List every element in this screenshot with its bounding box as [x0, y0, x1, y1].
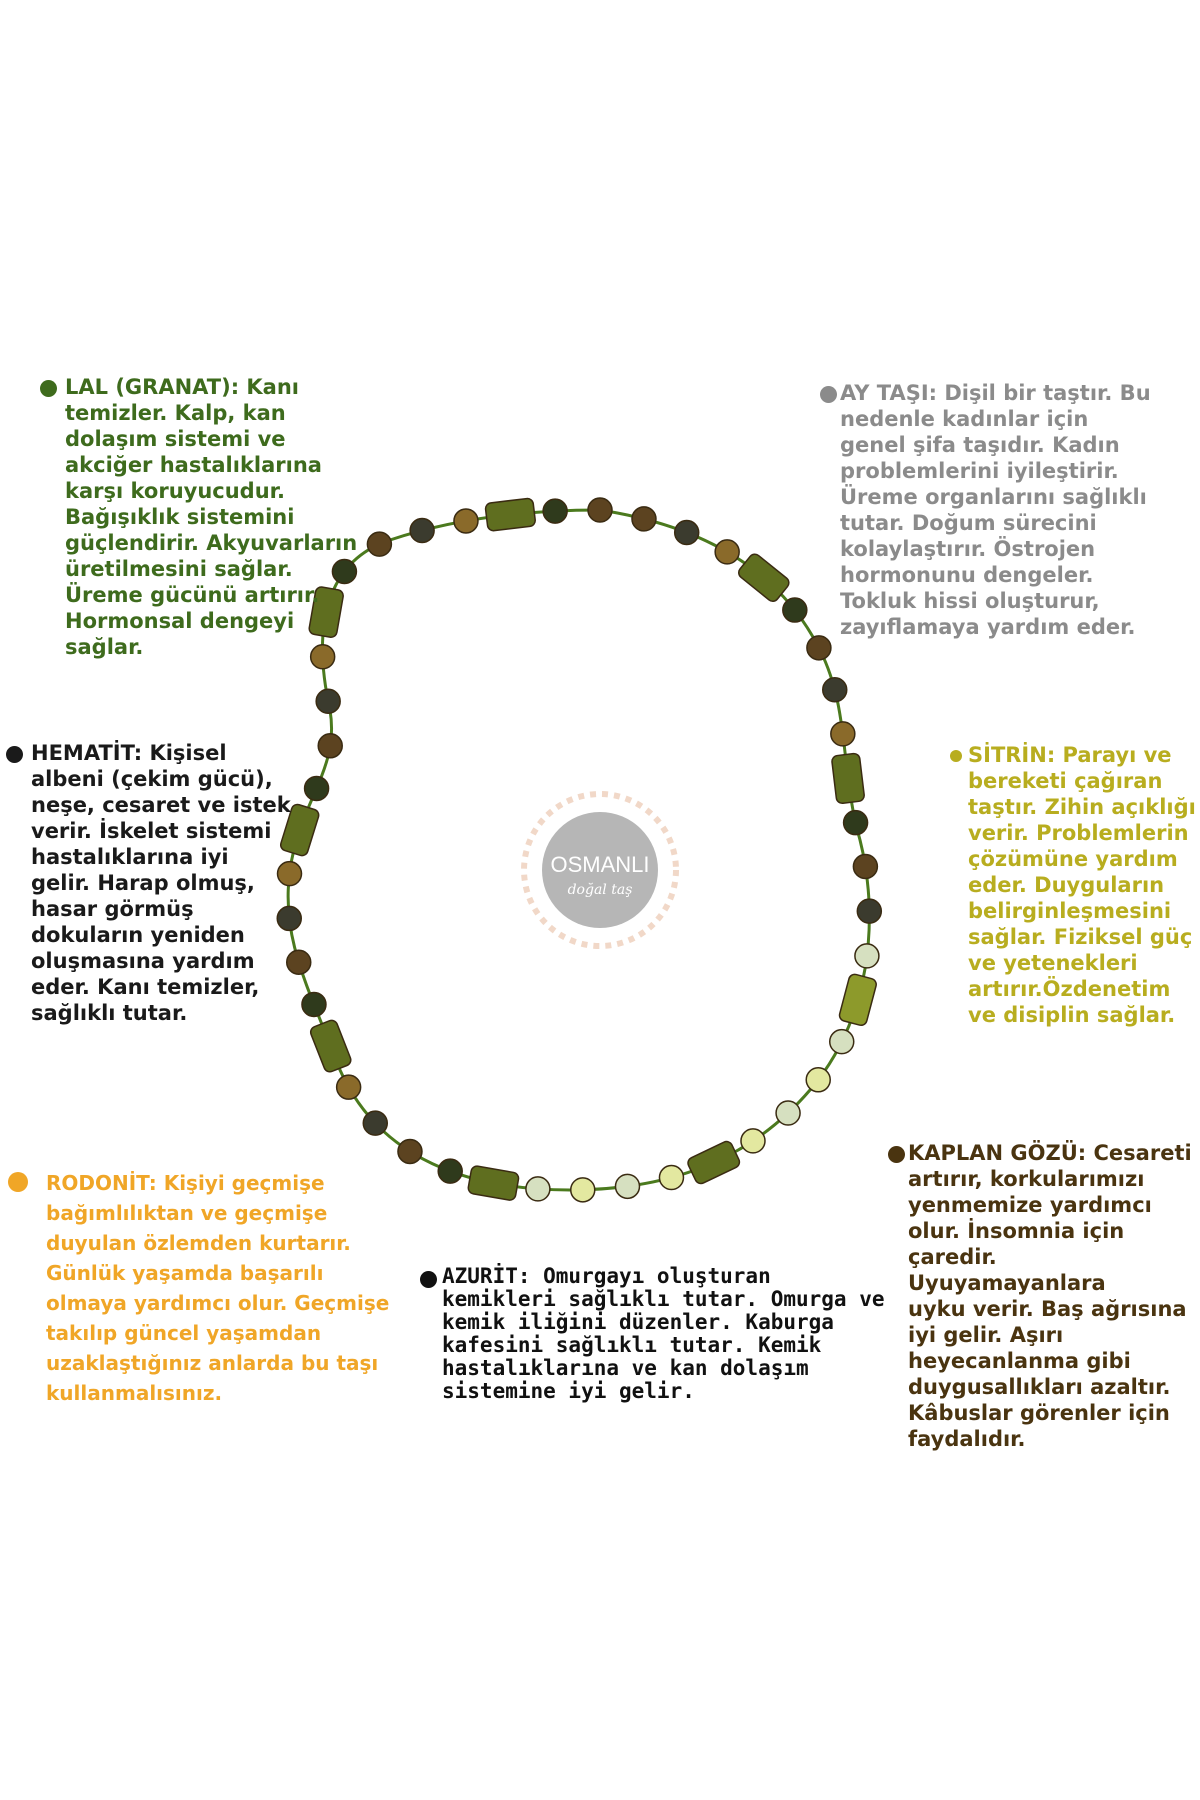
tube-bead — [309, 1019, 353, 1074]
lal-granat-description — [40, 374, 400, 660]
tube-bead — [686, 1140, 741, 1186]
round-bead — [363, 1111, 387, 1135]
hematit-description — [6, 740, 306, 1026]
round-bead — [410, 518, 434, 542]
round-bead — [438, 1159, 462, 1183]
kaplan-text: KAPLAN GÖZÜ: Cesareti artırır, korkularımızı yenmemize yardımcı olur. İnsomnia için çaredir. Uyuyamayanlara uyku verir. Baş ağrısına iyi gelir. Aşırı heyecanlanma gibi duygusallıkları azaltır. Kâbuslar görenler için faydalıdır. — [908, 1141, 1192, 1451]
rodonit-text: RODONİT: Kişiyi geçmişe bağımlılıktan ve geçmişe duyulan özlemden kurtarır. Günlük yaşamda başarılı olmaya yardımcı olur. Geçmişe takılıp güncel yaşamdan uzaklaştığınız anlarda bu taşı kullanmalısınız. — [46, 1171, 390, 1405]
yellow-bullet-icon — [950, 750, 962, 762]
black-bullet-icon — [420, 1271, 437, 1288]
azurit-description — [420, 1265, 900, 1403]
logo-brand: OSMANLI — [550, 852, 650, 877]
round-bead — [855, 944, 879, 968]
round-bead — [776, 1101, 800, 1125]
hematit-text: HEMATİT: Kişisel albeni (çekim gücü), neşe, cesaret ve istek verir. İskelet sistemi hastalıklarına iyi gelir. Harap olmuş, hasar görmüş dokuların yeniden oluşmasına yardım eder. Kanı temizler, sağlıklı tutar. — [31, 741, 291, 1025]
round-bead — [316, 689, 340, 713]
aytasi-text: AY TAŞI: Dişil bir taştır. Bu nedenle kadınlar için genel şifa taşıdır. Kadın problemlerini iyileştirir. Üreme organlarını sağlıklı tutar. Doğum sürecini kolaylaştırır. Östrojen hormonunu dengeler. Tokluk hissi oluşturur, zayıflamaya yardım eder. — [840, 381, 1151, 639]
tube-bead — [467, 1165, 519, 1201]
round-bead — [337, 1075, 361, 1099]
sitrin-description — [950, 742, 1200, 1028]
round-bead — [526, 1177, 550, 1201]
orange-bullet-icon — [8, 1172, 28, 1192]
round-bead — [632, 507, 656, 531]
round-bead — [783, 598, 807, 622]
tube-bead — [838, 973, 877, 1027]
round-bead — [715, 540, 739, 564]
azurit-text: AZURİT: Omurgayı oluşturan kemikleri sağlıklı tutar. Omurga ve kemik iliğini düzenler. Kaburga kafesini sağlıklı tutar. Kemik hastalıklarına ve kan dolaşım sistemine iyi gelir. — [442, 1264, 885, 1403]
round-bead — [318, 734, 342, 758]
ay-tasi-description — [820, 380, 1190, 640]
round-bead — [615, 1174, 639, 1198]
logo-subtitle: doğal taş — [567, 882, 633, 898]
round-bead — [806, 1068, 830, 1092]
round-bead — [853, 854, 877, 878]
brown-bullet-icon — [888, 1146, 905, 1163]
tube-bead — [485, 498, 536, 531]
round-bead — [844, 811, 868, 835]
round-bead — [454, 509, 478, 533]
round-bead — [857, 899, 881, 923]
black-bullet-icon — [6, 746, 23, 763]
round-bead — [659, 1166, 683, 1190]
round-bead — [571, 1178, 595, 1202]
round-bead — [305, 776, 329, 800]
round-bead — [830, 1030, 854, 1054]
lal-text: LAL (GRANAT): Kanı temizler. Kalp, kan dolaşım sistemi ve akciğer hastalıklarına karşı koruyucudur. Bağışıklık sistemini güçlendirir. Akyuvarların üretilmesini sağlar. Üreme gücünü artırır. Hormonsal dengeyi sağlar. — [65, 375, 358, 659]
rodonit-description — [8, 1168, 398, 1408]
gray-bullet-icon — [820, 386, 837, 403]
sitrin-text: SİTRİN: Parayı ve bereketi çağıran taştır. Zihin açıklığı verir. Problemlerin çözümüne yardım eder. Duyguların belirginleşmesini sağlar. Fiziksel güç ve yetenekleri artırır.Özdenetim ve disiplin sağlar. — [968, 743, 1196, 1027]
round-bead — [823, 678, 847, 702]
round-bead — [741, 1129, 765, 1153]
round-bead — [675, 521, 699, 545]
round-bead — [588, 498, 612, 522]
round-bead — [831, 722, 855, 746]
green-bullet-icon — [40, 380, 57, 397]
osmanli-logo — [520, 790, 680, 950]
round-bead — [543, 499, 567, 523]
kaplan-gozu-description — [888, 1140, 1198, 1452]
tube-bead — [831, 753, 865, 804]
round-bead — [398, 1139, 422, 1163]
